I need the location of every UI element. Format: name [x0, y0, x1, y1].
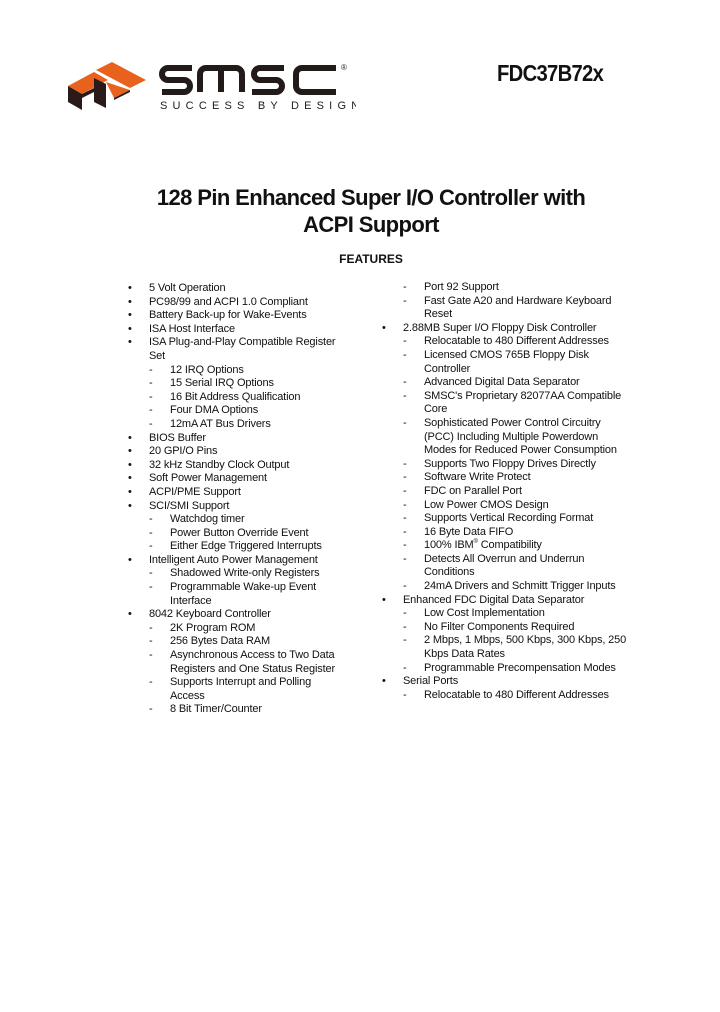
feature-item: [382, 675, 627, 689]
bullet-icon: •: [382, 593, 386, 606]
feature-text: Power Button Override Event: [170, 526, 309, 539]
feature-text: 32 kHz Standby Clock Output: [149, 458, 290, 471]
feature-text: 100% IBM® Compatibility: [424, 539, 542, 552]
feature-text: Licensed CMOS 765B Floppy Disk Controller: [424, 348, 589, 375]
bullet-icon: •: [382, 321, 386, 334]
dash-icon: -: [149, 404, 153, 417]
feature-item: [128, 309, 343, 323]
dash-icon: -: [149, 513, 153, 526]
feature-text: 2K Program ROM: [170, 621, 256, 634]
dash-icon: -: [403, 688, 407, 701]
feature-text: SMSC's Proprietary 82077AA Compatible Core: [424, 389, 622, 416]
dash-icon: -: [149, 390, 153, 403]
feature-text: Intelligent Auto Power Management: [149, 553, 318, 566]
feature-text: Low Cost Implementation: [424, 607, 545, 620]
feature-text: 16 Byte Data FIFO: [424, 525, 514, 538]
dash-icon: -: [403, 484, 407, 497]
feature-text: SCI/SMI Support: [149, 499, 230, 512]
feature-subitem: [382, 417, 627, 458]
feature-subitem: [382, 376, 627, 390]
feature-text: Software Write Protect: [424, 471, 531, 484]
feature-text: 16 Bit Address Qualification: [170, 390, 301, 403]
dash-icon: -: [149, 377, 153, 390]
feature-subitem: [128, 513, 343, 527]
bullet-icon: •: [128, 472, 132, 485]
dash-icon: -: [403, 634, 407, 647]
feature-subitem: [128, 567, 343, 581]
feature-subitem: [128, 676, 343, 703]
feature-subitem: [128, 635, 343, 649]
dash-icon: -: [149, 703, 153, 716]
feature-subitem: [382, 689, 627, 703]
title-line-2: ACPI Support: [303, 212, 439, 237]
bullet-icon: •: [128, 295, 132, 308]
feature-text: Relocatable to 480 Different Addresses: [424, 335, 609, 348]
feature-text: 8042 Keyboard Controller: [149, 608, 271, 621]
feature-text: Enhanced FDC Digital Data Separator: [403, 593, 585, 606]
feature-text: Supports Interrupt and Polling Access: [170, 676, 312, 702]
svg-text:®: ®: [341, 63, 347, 72]
feature-subitem: [382, 485, 627, 499]
features-right-column: [382, 281, 627, 702]
dash-icon: -: [403, 416, 407, 429]
dash-icon: -: [403, 661, 407, 674]
feature-item: [128, 282, 343, 296]
dash-icon: -: [149, 581, 153, 594]
feature-item: [128, 459, 343, 473]
bullet-icon: •: [128, 445, 132, 458]
feature-item: [128, 554, 343, 568]
feature-item: [128, 500, 343, 514]
feature-text: Battery Back-up for Wake-Events: [149, 309, 307, 322]
dash-icon: -: [149, 567, 153, 580]
dash-icon: -: [403, 471, 407, 484]
feature-text: BIOS Buffer: [149, 431, 206, 444]
bullet-icon: •: [128, 458, 132, 471]
feature-item: [128, 296, 343, 310]
feature-subitem: [382, 621, 627, 635]
feature-text: Sophisticated Power Control Circuitry (PCC) Including Multiple Powerdown Modes for Reduced Power Consumption: [424, 416, 617, 457]
dash-icon: -: [403, 620, 407, 633]
dash-icon: -: [403, 457, 407, 470]
feature-subitem: [128, 581, 343, 608]
feature-text: Fast Gate A20 and Hardware Keyboard Reset: [424, 294, 612, 321]
dash-icon: -: [403, 376, 407, 389]
features-left-column: [128, 282, 343, 717]
dash-icon: -: [149, 621, 153, 634]
feature-text: 24mA Drivers and Schmitt Trigger Inputs: [424, 580, 616, 593]
dash-icon: -: [149, 635, 153, 648]
feature-subitem: [382, 499, 627, 513]
feature-subitem: [128, 377, 343, 391]
dash-icon: -: [403, 294, 407, 307]
feature-subitem: [382, 335, 627, 349]
feature-item: [128, 445, 343, 459]
feature-subitem: [382, 458, 627, 472]
feature-text: 15 Serial IRQ Options: [170, 377, 274, 390]
feature-text: 256 Bytes Data RAM: [170, 635, 271, 648]
feature-subitem: [128, 527, 343, 541]
feature-item: [128, 608, 343, 622]
dash-icon: -: [403, 498, 407, 511]
feature-item: [128, 432, 343, 446]
dash-icon: -: [149, 676, 153, 689]
feature-subitem: [382, 349, 627, 376]
feature-text: FDC on Parallel Port: [424, 484, 522, 497]
dash-icon: -: [149, 363, 153, 376]
feature-subitem: [128, 404, 343, 418]
bullet-icon: •: [128, 553, 132, 566]
feature-subitem: [382, 512, 627, 526]
feature-text: 2 Mbps, 1 Mbps, 500 Kbps, 300 Kbps, 250 Kbps Data Rates: [424, 634, 627, 661]
bullet-icon: •: [382, 675, 386, 688]
dash-icon: -: [403, 512, 407, 525]
feature-item: [128, 323, 343, 337]
feature-text: ISA Host Interface: [149, 322, 235, 335]
feature-text: 12mA AT Bus Drivers: [170, 417, 271, 430]
feature-subitem: [382, 281, 627, 295]
feature-text: 12 IRQ Options: [170, 363, 244, 376]
feature-subitem: [382, 526, 627, 540]
dash-icon: -: [403, 607, 407, 620]
feature-subitem: [128, 703, 343, 717]
feature-subitem: [382, 580, 627, 594]
feature-item: [128, 486, 343, 500]
bullet-icon: •: [128, 608, 132, 621]
feature-subitem: [382, 539, 627, 553]
bullet-icon: •: [128, 485, 132, 498]
dash-icon: -: [403, 552, 407, 565]
feature-text: Advanced Digital Data Separator: [424, 376, 580, 389]
feature-subitem: [382, 295, 627, 322]
bullet-icon: •: [128, 309, 132, 322]
dash-icon: -: [149, 526, 153, 539]
feature-text: 20 GPI/O Pins: [149, 445, 218, 458]
feature-text: Watchdog timer: [170, 513, 245, 526]
feature-text: Low Power CMOS Design: [424, 498, 549, 511]
feature-text: Asynchronous Access to Two Data Registers and One Status Register: [170, 649, 336, 675]
feature-subitem: [382, 607, 627, 621]
feature-text: 5 Volt Operation: [149, 282, 226, 294]
title-line-1: 128 Pin Enhanced Super I/O Controller with: [156, 185, 586, 210]
feature-text: ACPI/PME Support: [149, 485, 241, 498]
feature-item: [128, 472, 343, 486]
feature-text: Shadowed Write-only Registers: [170, 567, 320, 580]
dash-icon: -: [403, 539, 407, 552]
logo-tagline: SUCCESS BY DESIGN: [160, 100, 356, 112]
feature-text: Supports Vertical Recording Format: [424, 512, 594, 525]
feature-text: No Filter Components Required: [424, 620, 575, 633]
smsc-logo: [66, 58, 356, 121]
feature-item: [128, 336, 343, 363]
feature-text: PC98/99 and ACPI 1.0 Compliant: [149, 295, 308, 308]
bullet-icon: •: [128, 322, 132, 335]
feature-item: [382, 594, 627, 608]
feature-subitem: [382, 471, 627, 485]
bullet-icon: •: [128, 431, 132, 444]
feature-subitem: [128, 540, 343, 554]
feature-subitem: [128, 418, 343, 432]
feature-text: Supports Two Floppy Drives Directly: [424, 457, 596, 470]
feature-subitem: [128, 364, 343, 378]
feature-text: Relocatable to 480 Different Addresses: [424, 688, 609, 701]
feature-text: Serial Ports: [403, 675, 459, 688]
feature-text: ISA Plug-and-Play Compatible Register Set: [149, 336, 336, 362]
part-number: FDC37B72x: [497, 60, 604, 86]
dash-icon: -: [403, 389, 407, 402]
bullet-icon: •: [128, 499, 132, 512]
feature-subitem: [128, 391, 343, 405]
feature-subitem: [382, 390, 627, 417]
dash-icon: -: [403, 281, 407, 293]
feature-subitem: [382, 634, 627, 661]
dash-icon: -: [149, 540, 153, 553]
feature-text: 2.88MB Super I/O Floppy Disk Controller: [403, 321, 597, 334]
bullet-icon: •: [128, 336, 132, 349]
dash-icon: -: [149, 649, 153, 662]
dash-icon: -: [403, 580, 407, 593]
features-heading: FEATURES: [339, 252, 403, 266]
feature-text: Four DMA Options: [170, 404, 259, 417]
dash-icon: -: [403, 348, 407, 361]
feature-text: Soft Power Management: [149, 472, 267, 485]
feature-text: Programmable Precompensation Modes: [424, 661, 616, 674]
bullet-icon: •: [128, 282, 132, 294]
dash-icon: -: [403, 335, 407, 348]
feature-text: Either Edge Triggered Interrupts: [170, 540, 322, 553]
document-title: [0, 184, 720, 238]
feature-text: 8 Bit Timer/Counter: [170, 703, 262, 716]
feature-subitem: [382, 662, 627, 676]
feature-text: Programmable Wake-up Event Interface: [170, 581, 317, 607]
feature-text: Port 92 Support: [424, 281, 499, 293]
feature-item: [382, 322, 627, 336]
feature-subitem: [382, 553, 627, 580]
dash-icon: -: [149, 417, 153, 430]
feature-subitem: [128, 622, 343, 636]
feature-text: Detects All Overrun and Underrun Conditions: [424, 552, 585, 579]
feature-subitem: [128, 649, 343, 676]
dash-icon: -: [403, 525, 407, 538]
